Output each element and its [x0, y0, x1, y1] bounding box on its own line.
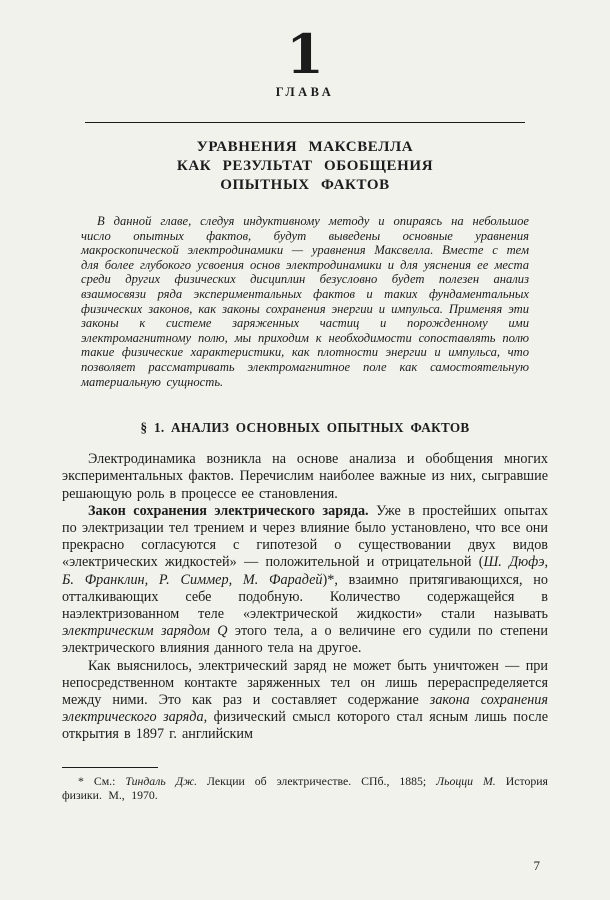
- page-number: 7: [533, 858, 540, 873]
- footnote: [62, 774, 548, 803]
- footnote-text-1: * См.:: [78, 773, 126, 788]
- chapter-title-line-2: КАК РЕЗУЛЬТАТ ОБОБЩЕНИЯ: [176, 158, 434, 174]
- paragraph-charge-law: [62, 503, 548, 658]
- term-electric-charge: электрическим зарядом Q: [62, 623, 228, 640]
- paragraph-charge-law-text-2: )*, взаимно притягивающихся, но отталкивающих себе подобную. Количество содержащейся в наэлектризованном теле «электрической жидкости» стали называть: [62, 571, 548, 622]
- paragraph-conservation-text-2: , физический смысл которого стал ясным лишь после открытия в 1897 г. английским: [62, 709, 548, 743]
- paragraph-intro: Электродинамика возникла на основе анализа и обобщения многих экспериментальных фактов. Перечислим наиболее важные из них, сыгравшие решающую роль в процессе ее становления.: [62, 451, 548, 502]
- paragraph-conservation-text-1: Как выяснилось, электрический заряд не может быть уничтожен — при непосредственном контакте заряженных тел он лишь перераспределяется между ними. Это как раз и составляет содержание: [62, 657, 548, 708]
- section-heading: § 1. АНАЛИЗ ОСНОВНЫХ ОПЫТНЫХ ФАКТОВ: [140, 420, 470, 436]
- chapter-number: 1: [286, 22, 324, 86]
- footnote-text-2: Лекции об электричестве. СПб., 1885;: [197, 773, 437, 788]
- paragraph-charge-law-text-3: этого тела, а о величине его судили по степени электрического влияния данного тела на другое.: [62, 623, 548, 657]
- paragraph-conservation: [62, 658, 548, 744]
- paragraph-charge-law-text-1: Уже в простейших опытах по электризации тел трением и через влияние было установлено, что все они прекрасно согласуются с гипотезой о существовании двух видов «электрических жидкостей» — положительной и отрицательной (: [62, 502, 548, 571]
- term-conservation-law: закона сохранения электрического заряда: [62, 691, 548, 726]
- footnote-author-1: Тиндаль Дж.: [125, 773, 198, 788]
- chapter-label: ГЛАВА: [275, 85, 335, 99]
- scientist-names: Ш. Дюфэ, Б. Франклин, Р. Симмер, М. Фарадей: [62, 554, 548, 588]
- footnote-author-2: Льоцци М.: [436, 773, 496, 788]
- footnote-rule: [62, 767, 158, 768]
- chapter-title-line-1: УРАВНЕНИЯ МАКСВЕЛЛА: [196, 139, 414, 155]
- chapter-abstract: В данной главе, следуя индуктивному методу и опираясь на небольшое число опытных фактов, будут выведены основные уравнения макроскопической электродинамики — уравнения Максвелла. Вместе с тем для более глубокого усвоения основ электродинамики и для уяснения ее места среди других физических дисциплин безусловно будет полезен анализ взаимосвязи ряда экспериментальных фактов и таких фундаментальных физических законов, как законы сохранения энергии и импульса. Применяя эти законы к системе заряженных частиц и порожденному ими электромагнитному полю, мы приходим к необходимости сопоставлять полю такие физические характеристики, как плотности энергии и импульса, что позволяет рассматривать электромагнитное поле как самостоятельную материальную сущность.: [81, 214, 529, 389]
- title-rule: [85, 122, 525, 123]
- footnote-text-3: История физики. М., 1970.: [62, 773, 548, 803]
- chapter-title: [62, 138, 548, 195]
- paragraph-charge-law-bold-lead: Закон сохранения электрического заряда.: [88, 502, 369, 519]
- chapter-title-line-3: ОПЫТНЫХ ФАКТОВ: [220, 177, 390, 193]
